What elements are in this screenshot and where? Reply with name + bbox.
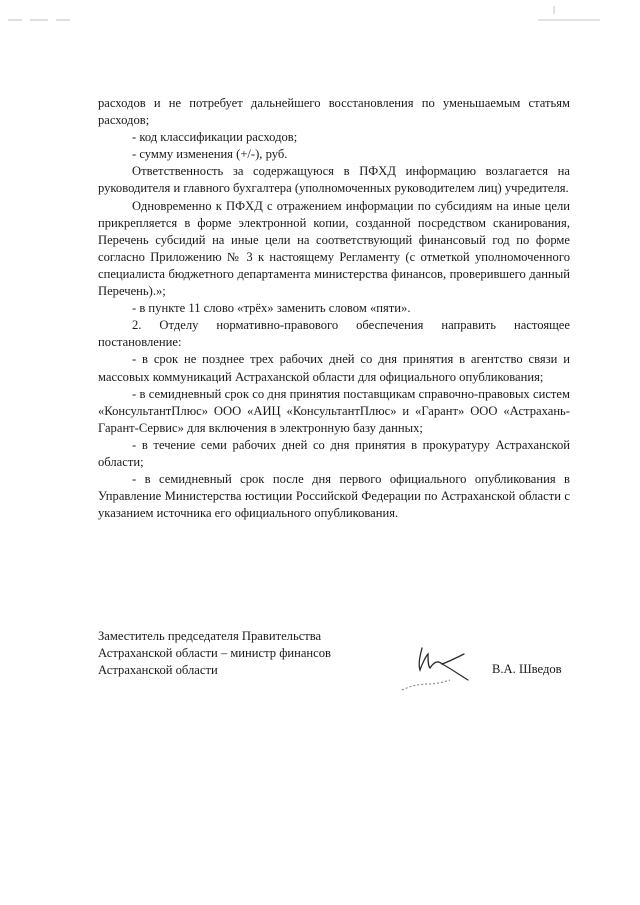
- paragraph-ministry-of-justice: - в семидневный срок после дня первого официального опубликования в Управление Министерства юстиции Российской Федерации по Астраханской области с указанием источника его официального опубликования.: [98, 472, 570, 521]
- signatory-title: [98, 628, 331, 679]
- paragraph-agency-publication: - в срок не позднее трех рабочих дней со дня принятия в агентство связи и массовых коммуникаций Астраханской области для официального опубликования;: [98, 352, 570, 384]
- list-item-classification-code: - код классификации расходов;: [132, 130, 298, 145]
- paragraph-responsibility: Ответственность за содержащуюся в ПФХД информацию возлагается на руководителя и главного бухгалтера (уполномоченных руководителем лиц) учредителя.: [98, 164, 570, 196]
- paragraph-continuation: расходов и не потребует дальнейшего восстановления по уменьшаемым статьям расходов;: [98, 96, 570, 128]
- document-body: [98, 95, 570, 522]
- signatory-name: В.А. Шведов: [492, 662, 562, 676]
- paragraph-subsidy-list: Одновременно к ПФХД с отражением информации по субсидиям на иные цели прикрепляется в форме электронной копии, созданной посредством сканирования, Перечень субсидий на иные цели на соответствующий финансовый год по форме согласно Приложению № 3 к настоящему Регламенту (с отметкой уполномоченного специалиста бюджетного департамента министерства финансов, проверившего данный Перечень).»;: [98, 198, 570, 299]
- paragraph-section-2: 2. Отделу нормативно-правового обеспечения направить настоящее постановление:: [98, 318, 570, 350]
- paragraph-prosecutor: - в течение семи рабочих дней со дня принятия в прокуратуру Астраханской области;: [98, 437, 570, 469]
- signatory-title-line-1: Заместитель председателя Правительства: [98, 629, 322, 643]
- scan-artifacts: [0, 0, 640, 40]
- paragraph-legal-systems: - в семидневный срок со дня принятия поставщикам справочно-правовых систем «КонсультантПлюс» ООО «АИЦ «КонсультантПлюс» и «Гарант» ООО «Астрахань-Гарант-Сервис» для включения в электронную базу данных;: [98, 386, 570, 435]
- signatory-title-line-3: Астраханской области: [98, 663, 218, 677]
- paragraph-point-11: - в пункте 11 слово «трёх» заменить словом «пяти».: [132, 301, 411, 316]
- handwritten-signature: [398, 640, 490, 698]
- signatory-title-line-2: Астраханской области – министр финансов: [98, 646, 332, 660]
- list-item-change-amount: - сумму изменения (+/-), руб.: [132, 147, 288, 162]
